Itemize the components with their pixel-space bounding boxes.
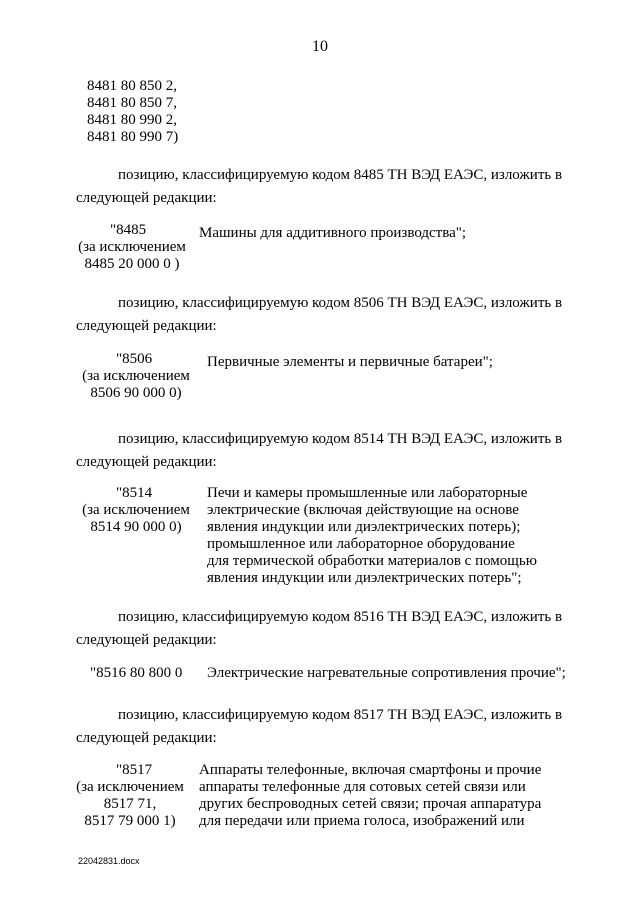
description-line: других беспроводных сетей связи; прочая аппаратура bbox=[199, 796, 542, 812]
code-text: (за исключением bbox=[82, 502, 190, 518]
paragraph-8514 bbox=[76, 428, 576, 474]
code-cell-8506 bbox=[76, 351, 196, 402]
paragraph-line: следующей редакции: bbox=[76, 632, 217, 648]
code-text: "8517 bbox=[116, 762, 153, 778]
code-cell-8514 bbox=[74, 485, 198, 536]
code-text: "8514 bbox=[116, 485, 153, 501]
code-text: 8485 20 000 0 ) bbox=[84, 256, 180, 272]
paragraph-line: следующей редакции: bbox=[76, 318, 217, 334]
description-line: Печи и камеры промышленные или лабораторные bbox=[207, 485, 528, 501]
description-8516 bbox=[207, 665, 566, 682]
code-text: 8514 90 000 0) bbox=[90, 519, 182, 535]
code-line: 8481 80 990 7) bbox=[87, 129, 179, 145]
paragraph-line: позицию, классифицируемую кодом 8485 ТН ВЭД ЕАЭС, изложить в bbox=[118, 167, 563, 183]
code-text: 8517 79 000 1) bbox=[84, 813, 176, 829]
description-line: Машины для аддитивного производства"; bbox=[199, 225, 467, 241]
code-list bbox=[87, 78, 178, 146]
code-text: 8517 71, bbox=[103, 796, 157, 812]
paragraph-line: позицию, классифицируемую кодом 8516 ТН ВЭД ЕАЭС, изложить в bbox=[118, 609, 563, 625]
code-line: 8481 80 990 2, bbox=[87, 112, 177, 128]
code-cell-8516 bbox=[90, 665, 182, 682]
description-line: для передачи или приема голоса, изображений или bbox=[199, 813, 525, 829]
description-line: аппараты телефонные для сотовых сетей связи или bbox=[199, 779, 526, 795]
paragraph-line: следующей редакции: bbox=[76, 190, 217, 206]
description-8517 bbox=[199, 762, 541, 830]
code-cell-8485 bbox=[72, 222, 192, 273]
code-text: 8506 90 000 0) bbox=[90, 385, 182, 401]
page-number: 10 bbox=[312, 38, 328, 55]
description-line: Электрические нагревательные сопротивления прочие"; bbox=[207, 665, 566, 681]
paragraph-8516 bbox=[76, 606, 576, 652]
code-text: "8485 bbox=[110, 222, 147, 238]
description-8485 bbox=[199, 225, 466, 242]
description-line: промышленное или лабораторное оборудование bbox=[207, 536, 515, 552]
code-cell-8517 bbox=[66, 762, 194, 830]
code-text: "8516 80 800 0 bbox=[90, 665, 183, 681]
description-line: явления индукции или диэлектрических потерь"; bbox=[207, 570, 522, 586]
paragraph-8506 bbox=[76, 292, 576, 338]
description-line: Аппараты телефонные, включая смартфоны и прочие bbox=[199, 762, 542, 778]
paragraph-line: следующей редакции: bbox=[76, 730, 217, 746]
description-8514 bbox=[207, 485, 537, 587]
description-line: электрические (включая действующие на основе bbox=[207, 502, 519, 518]
code-line: 8481 80 850 2, bbox=[87, 78, 177, 94]
paragraph-8485 bbox=[76, 164, 576, 210]
description-line: явления индукции или диэлектрических потерь); bbox=[207, 519, 521, 535]
code-line: 8481 80 850 7, bbox=[87, 95, 177, 111]
description-8506 bbox=[207, 354, 493, 371]
paragraph-line: следующей редакции: bbox=[76, 454, 217, 470]
code-text: (за исключением bbox=[78, 239, 186, 255]
paragraph-line: позицию, классифицируемую кодом 8506 ТН ВЭД ЕАЭС, изложить в bbox=[118, 295, 563, 311]
paragraph-line: позицию, классифицируемую кодом 8514 ТН ВЭД ЕАЭС, изложить в bbox=[118, 431, 563, 447]
description-line: Первичные элементы и первичные батареи"; bbox=[207, 354, 493, 370]
description-line: для термической обработки материалов с помощью bbox=[207, 553, 537, 569]
paragraph-line: позицию, классифицируемую кодом 8517 ТН ВЭД ЕАЭС, изложить в bbox=[118, 707, 563, 723]
code-text: "8506 bbox=[116, 351, 153, 367]
code-text: (за исключением bbox=[76, 779, 184, 795]
paragraph-8517 bbox=[76, 704, 576, 750]
footer-filename: 22042831.docx bbox=[78, 856, 140, 866]
code-text: (за исключением bbox=[82, 368, 190, 384]
